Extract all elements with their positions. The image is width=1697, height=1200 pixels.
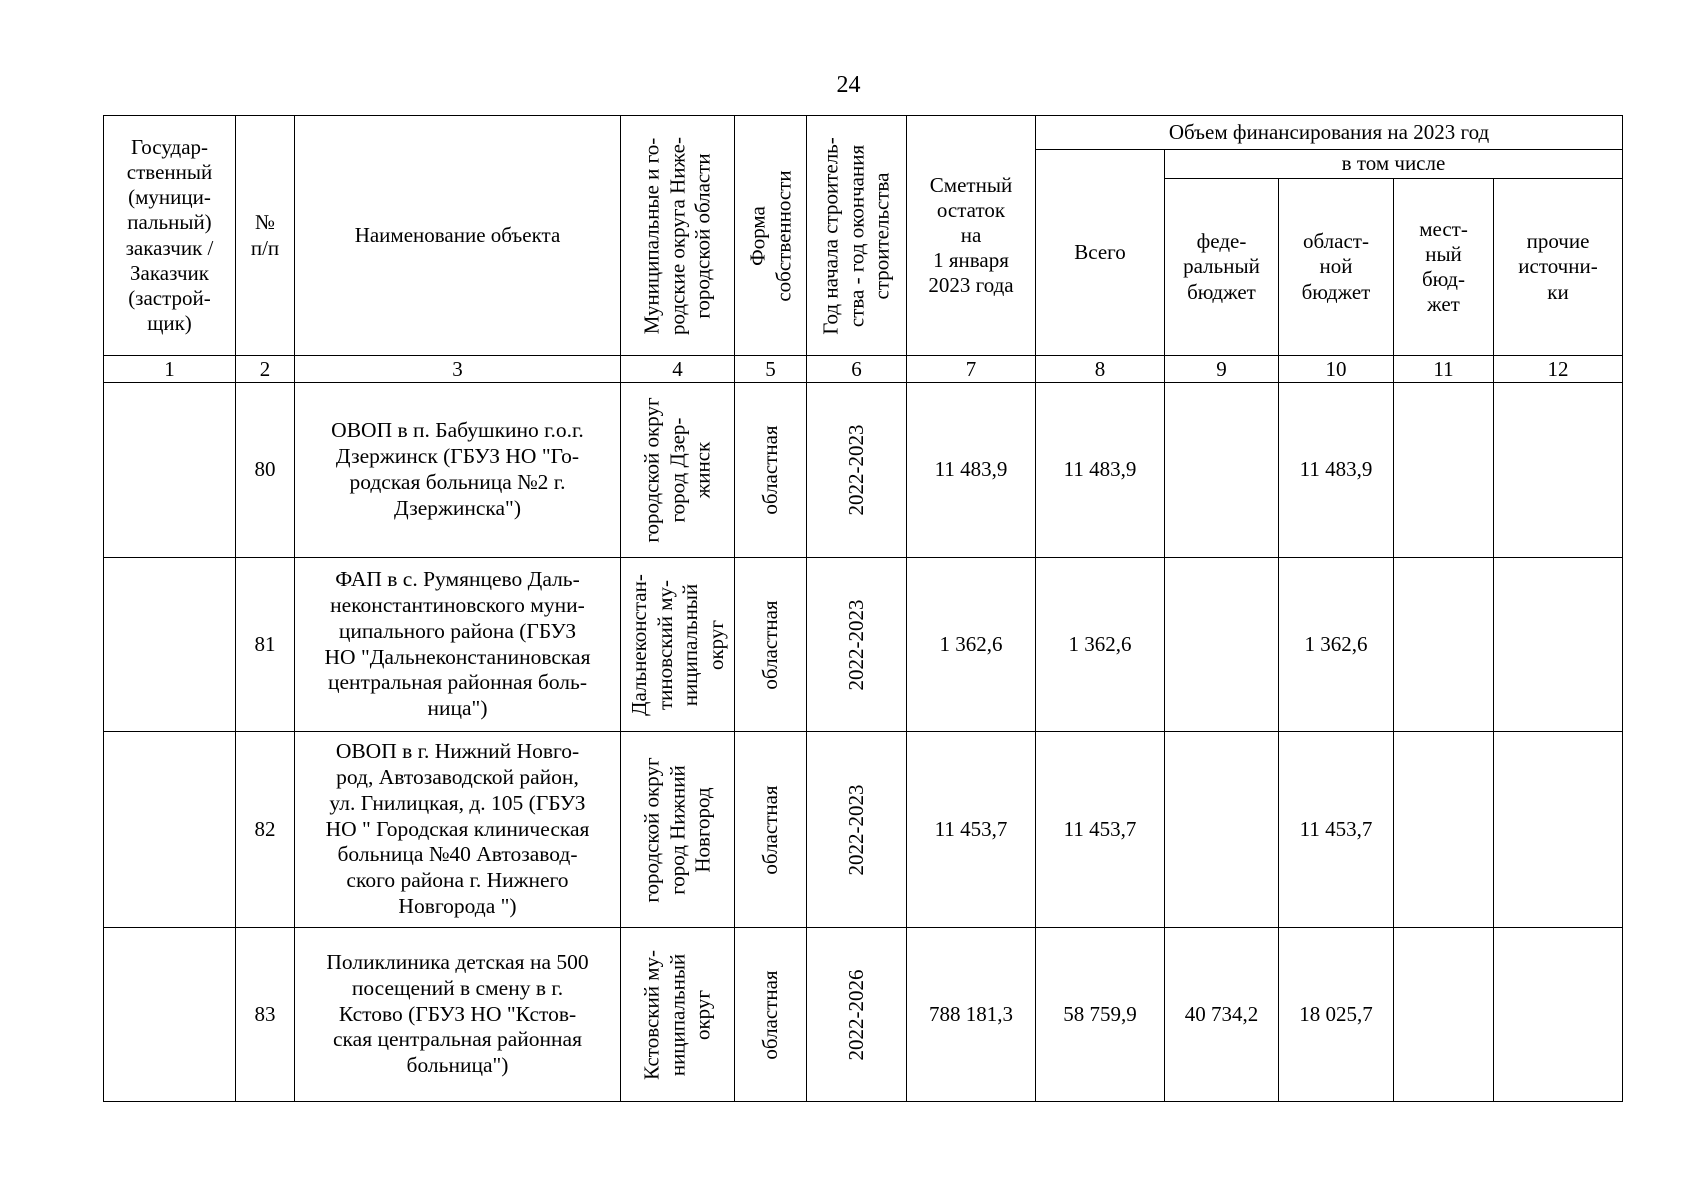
column-number: 5 xyxy=(735,356,807,383)
cell-years xyxy=(807,558,907,732)
cell-balance: 11 453,7 xyxy=(907,732,1036,928)
header-ownership xyxy=(735,116,807,356)
cell-ownership-text: областная xyxy=(757,425,782,515)
header-row-1 xyxy=(104,116,1623,150)
cell-federal xyxy=(1165,383,1279,558)
column-number: 8 xyxy=(1036,356,1165,383)
column-number: 11 xyxy=(1394,356,1494,383)
header-regional: област- ной бюджет xyxy=(1279,179,1394,356)
cell-other xyxy=(1494,558,1623,732)
cell-federal xyxy=(1165,732,1279,928)
cell-municipality xyxy=(621,928,735,1102)
cell-municipality-text: городской округ город Нижний Новгород xyxy=(639,756,715,903)
column-number: 10 xyxy=(1279,356,1394,383)
cell-years xyxy=(807,383,907,558)
cell-total: 1 362,6 xyxy=(1036,558,1165,732)
cell-local xyxy=(1394,732,1494,928)
header-federal: феде- ральный бюджет xyxy=(1165,179,1279,356)
cell-object-name: ОВОП в г. Нижний Новго- род, Автозаводской район, ул. Гнилицкая, д. 105 (ГБУЗ НО " Городская клиническая больница №40 Автозавод- ского района г. Нижнего Новгорода ") xyxy=(295,732,621,928)
column-number: 12 xyxy=(1494,356,1623,383)
cell-object-name: Поликлиника детская на 500 посещений в смену в г. Кстово (ГБУЗ НО "Кстов- ская центральная районная больница") xyxy=(295,928,621,1102)
header-municipality-text: Муниципальные и го- родские округа Ниже- городской области xyxy=(639,136,715,335)
header-balance: Сметный остаток на 1 января 2023 года xyxy=(907,116,1036,356)
cell-num: 82 xyxy=(236,732,295,928)
cell-regional: 11 453,7 xyxy=(1279,732,1394,928)
page-number: 24 xyxy=(836,72,861,98)
header-total: Всего xyxy=(1036,150,1165,356)
cell-local xyxy=(1394,558,1494,732)
cell-total: 11 453,7 xyxy=(1036,732,1165,928)
table-row xyxy=(104,558,1623,732)
header-object-name: Наименование объекта xyxy=(295,116,621,356)
cell-customer xyxy=(104,383,236,558)
cell-years xyxy=(807,928,907,1102)
cell-years-text: 2022-2023 xyxy=(843,599,868,690)
column-number: 4 xyxy=(621,356,735,383)
cell-municipality-text: городской округ город Дзер- жинск xyxy=(639,397,715,543)
cell-other xyxy=(1494,928,1623,1102)
cell-other xyxy=(1494,383,1623,558)
column-number: 1 xyxy=(104,356,236,383)
column-number: 2 xyxy=(236,356,295,383)
cell-customer xyxy=(104,558,236,732)
cell-years-text: 2022-2023 xyxy=(843,424,868,516)
cell-federal: 40 734,2 xyxy=(1165,928,1279,1102)
cell-years-text: 2022-2023 xyxy=(843,784,868,875)
cell-ownership-text: областная xyxy=(757,784,782,875)
cell-municipality xyxy=(621,558,735,732)
cell-regional: 1 362,6 xyxy=(1279,558,1394,732)
header-years-text: Год начала строитель- ства - год окончания строительства xyxy=(818,136,894,335)
cell-ownership-text: областная xyxy=(757,599,782,690)
cell-local xyxy=(1394,383,1494,558)
cell-years-text: 2022-2026 xyxy=(843,969,868,1060)
cell-ownership xyxy=(735,383,807,558)
header-num: № п/п xyxy=(236,116,295,356)
cell-ownership-text: областная xyxy=(757,969,782,1060)
table-row xyxy=(104,383,1623,558)
cell-num: 83 xyxy=(236,928,295,1102)
header-municipality xyxy=(621,116,735,356)
column-number: 7 xyxy=(907,356,1036,383)
financing-table xyxy=(103,115,1623,1102)
header-ownership-text: Форма собственности xyxy=(744,169,795,302)
cell-balance: 788 181,3 xyxy=(907,928,1036,1102)
cell-balance: 1 362,6 xyxy=(907,558,1036,732)
cell-balance: 11 483,9 xyxy=(907,383,1036,558)
header-other: прочие источни- ки xyxy=(1494,179,1623,356)
cell-municipality-text: Дальнеконстан- тиновский му- ниципальный округ xyxy=(626,573,728,716)
cell-ownership xyxy=(735,928,807,1102)
cell-years xyxy=(807,732,907,928)
cell-other xyxy=(1494,732,1623,928)
header-years xyxy=(807,116,907,356)
header-funding: Объем финансирования на 2023 год xyxy=(1036,116,1623,150)
cell-object-name: ОВОП в п. Бабушкино г.о.г. Дзержинск (ГБУЗ НО "Го- родская больница №2 г. Дзержинска") xyxy=(295,383,621,558)
cell-ownership xyxy=(735,558,807,732)
cell-federal xyxy=(1165,558,1279,732)
cell-municipality xyxy=(621,732,735,928)
cell-num: 80 xyxy=(236,383,295,558)
cell-num: 81 xyxy=(236,558,295,732)
cell-local xyxy=(1394,928,1494,1102)
cell-municipality xyxy=(621,383,735,558)
cell-regional: 18 025,7 xyxy=(1279,928,1394,1102)
header-local: мест- ный бюд- жет xyxy=(1394,179,1494,356)
cell-regional: 11 483,9 xyxy=(1279,383,1394,558)
column-number: 3 xyxy=(295,356,621,383)
column-number: 9 xyxy=(1165,356,1279,383)
table-row xyxy=(104,928,1623,1102)
cell-total: 11 483,9 xyxy=(1036,383,1165,558)
cell-customer xyxy=(104,928,236,1102)
table-row xyxy=(104,732,1623,928)
cell-customer xyxy=(104,732,236,928)
cell-ownership xyxy=(735,732,807,928)
header-including: в том числе xyxy=(1165,150,1623,179)
column-number-row xyxy=(104,356,1623,383)
cell-municipality-text: Кстовский му- ниципальный округ xyxy=(639,949,715,1080)
cell-total: 58 759,9 xyxy=(1036,928,1165,1102)
header-customer: Государ- ственный (муници- пальный) заказчик / Заказчик (застрой- щик) xyxy=(104,116,236,356)
cell-object-name: ФАП в с. Румянцево Даль- неконстантиновского муни- ципального района (ГБУЗ НО "Дальнеконстаниновская центральная районная боль- ница") xyxy=(295,558,621,732)
column-number: 6 xyxy=(807,356,907,383)
